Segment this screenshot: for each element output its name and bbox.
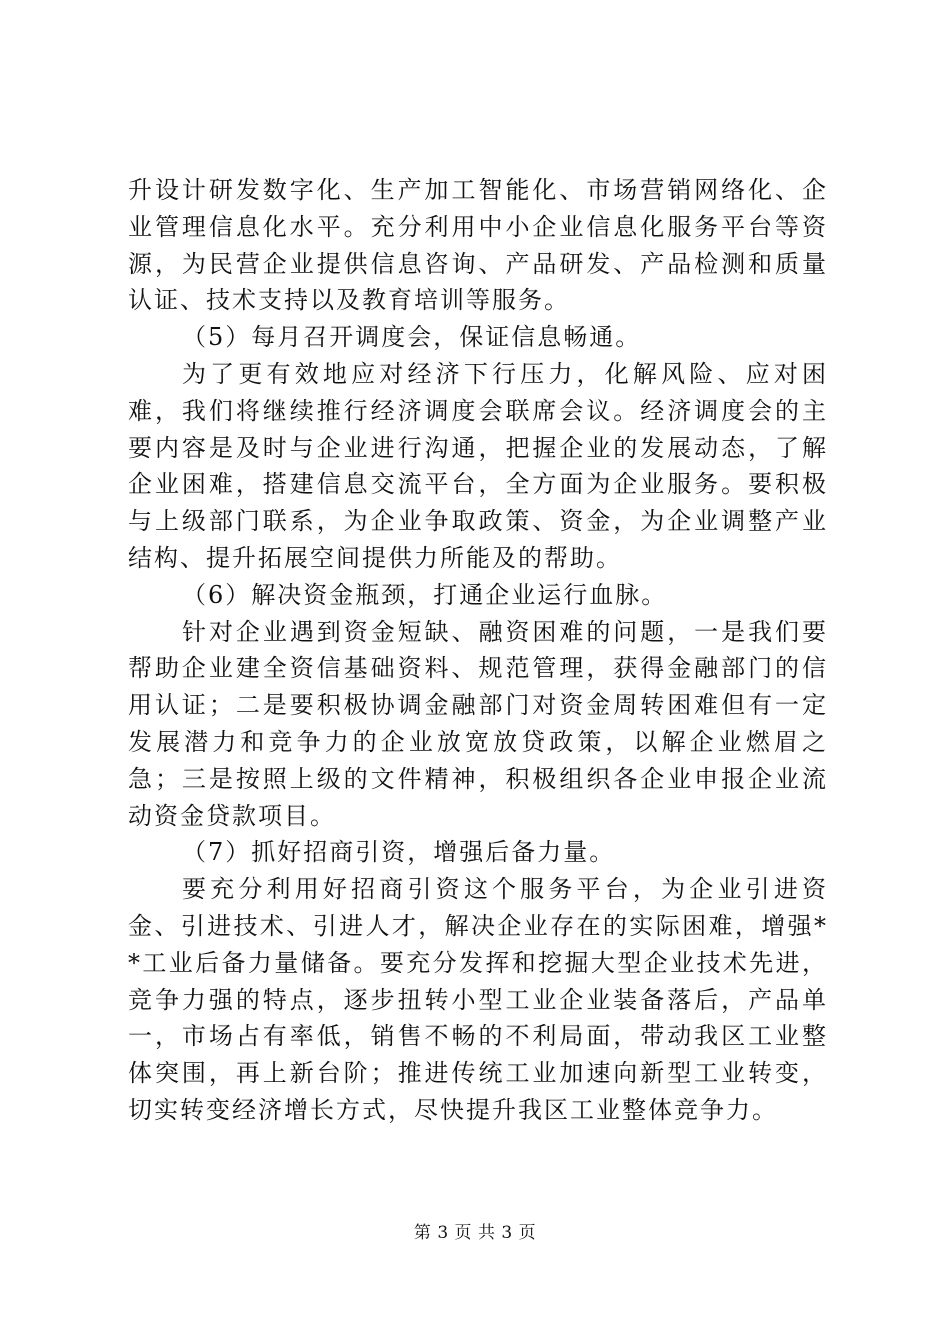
paragraph-dispatch-meeting: 为了更有效地应对经济下行压力，化解风险、应对困难，我们将继续推行经济调度会联席会议。经济调度会的主要内容是及时与企业进行沟通，把握企业的发展动态，了解企业困难，搭建信息交流平台，全方面为企业服务。要积极与上级部门联系，为企业争取政策、资金，为企业调整产业结构、提升拓展空间提供力所能及的帮助。 bbox=[128, 359, 828, 572]
paragraph-funding: 针对企业遇到资金短缺、融资困难的问题，一是我们要帮助企业建全资信基础资料、规范管理，获得金融部门的信用认证；二是要积极协调金融部门对资金周转困难但有一定发展潜力和竞争力的企业放宽放贷政策，以解企业燃眉之急；三是按照上级的文件精神，积极组织各企业申报企业流动资金贷款项目。 bbox=[128, 617, 828, 830]
section-heading-6: （6）解决资金瓶颈，打通企业运行血脉。 bbox=[182, 580, 668, 609]
page-number-footer: 第 3 页 共 3 页 bbox=[413, 1223, 537, 1243]
section-heading-7: （7）抓好招商引资，增强后备力量。 bbox=[182, 838, 616, 867]
paragraph-investment: 要充分利用好招商引资这个服务平台，为企业引进资金、引进技术、引进人才，解决企业存在的实际困难，增强**工业后备力量储备。要充分发挥和挖掘大型企业技术先进，竞争力强的特点，逐步扭转小型工业企业装备落后，产品单一，市场占有率低，销售不畅的不利局面，带动我区工业整体突围，再上新台阶；推进传统工业加速向新型工业转变，切实转变经济增长方式，尽快提升我区工业整体竞争力。 bbox=[128, 875, 828, 1124]
paragraph-continuation: 升设计研发数字化、生产加工智能化、市场营销网络化、企业管理信息化水平。充分利用中小企业信息化服务平台等资源，为民营企业提供信息咨询、产品研发、产品检测和质量认证、技术支持以及教育培训等服务。 bbox=[128, 176, 828, 315]
document-body bbox=[128, 172, 828, 1129]
section-heading-5: （5）每月召开调度会，保证信息畅通。 bbox=[182, 323, 642, 352]
